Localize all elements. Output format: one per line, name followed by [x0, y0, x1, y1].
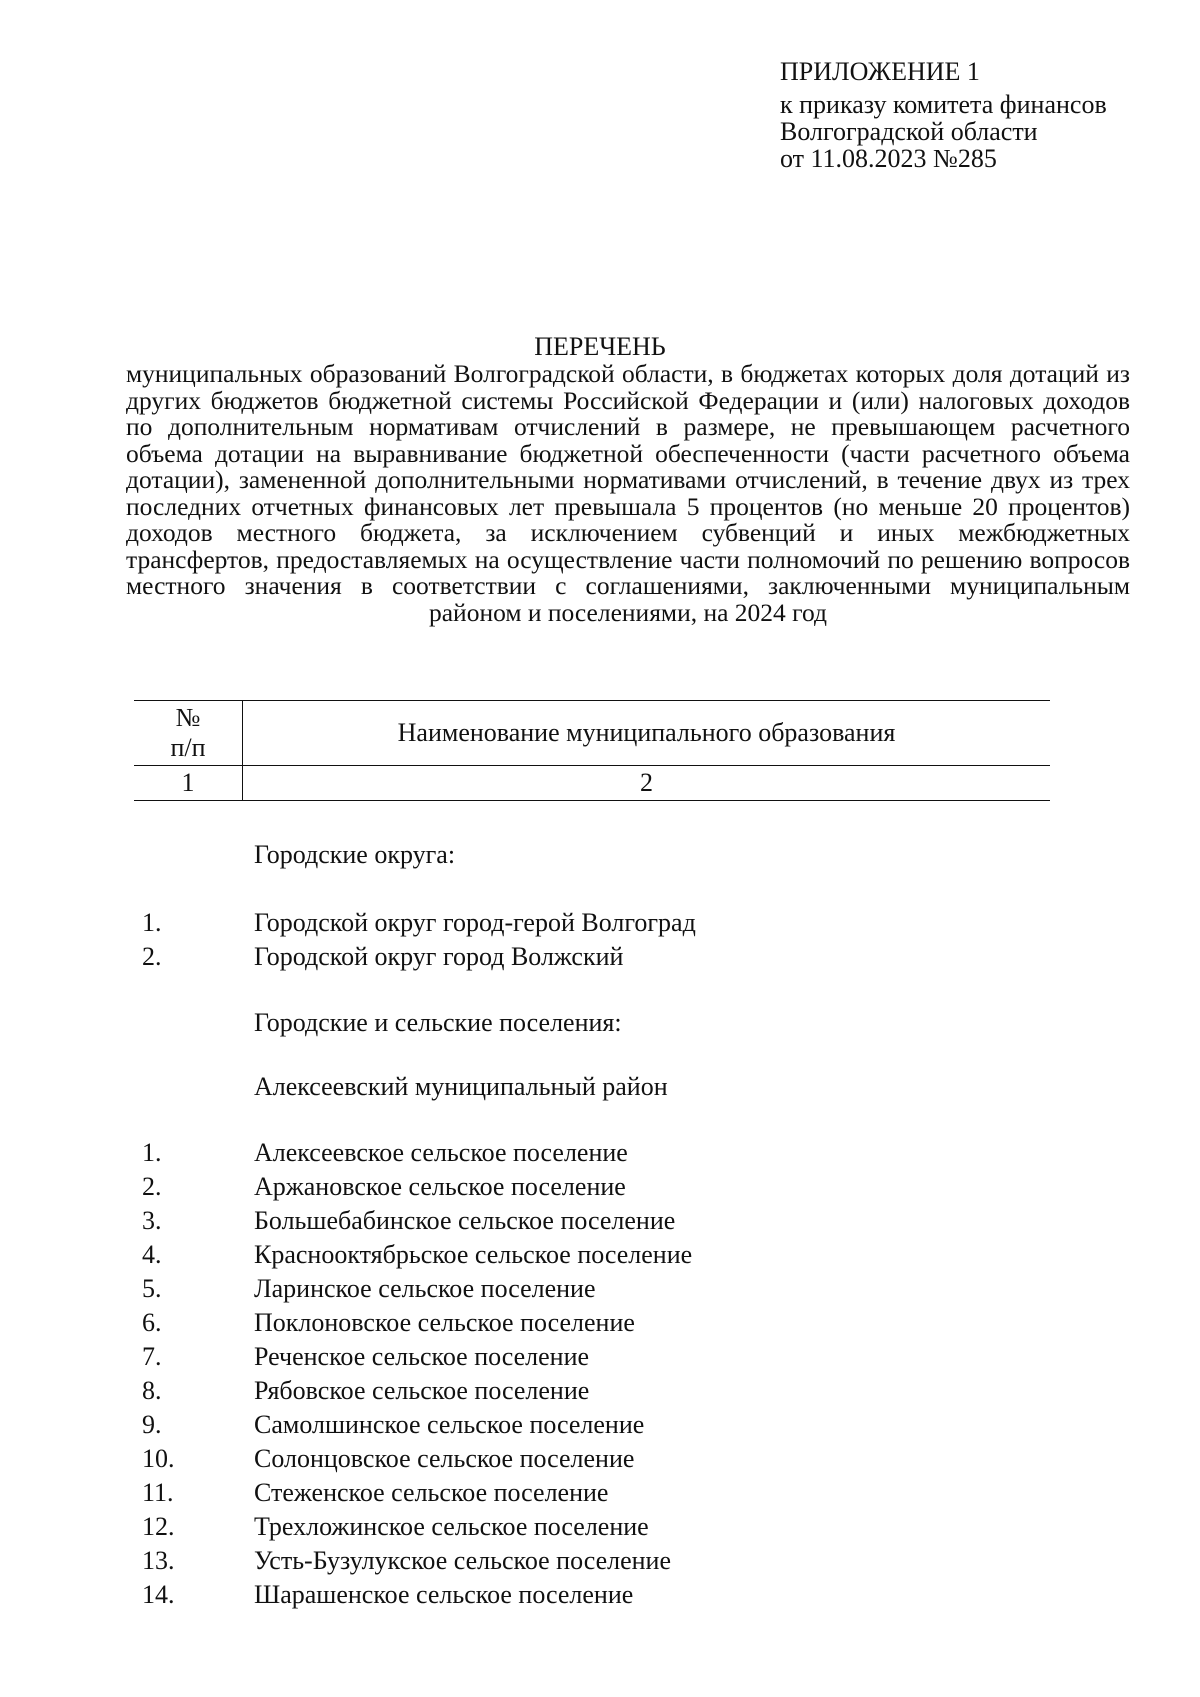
item-name: Рябовское сельское поселение — [254, 1376, 590, 1405]
item-name: Краснооктябрьское сельское поселение — [254, 1240, 693, 1269]
header-number-abbr: п/п — [170, 733, 206, 762]
appendix-line: к приказу комитета финансов — [780, 90, 1107, 119]
list-item — [0, 1272, 1200, 1306]
item-number: 8. — [142, 1376, 162, 1405]
column-number-1: 1 — [134, 766, 243, 801]
item-number: 5. — [142, 1274, 162, 1303]
header-table — [134, 700, 1050, 801]
section-urban-districts: Городские округа: — [254, 840, 456, 869]
list-item — [0, 1476, 1200, 1510]
header-cell-number — [134, 701, 243, 766]
list-item — [0, 1442, 1200, 1476]
document-title: ПЕРЕЧЕНЬ — [534, 332, 666, 361]
item-number: 2. — [142, 942, 162, 971]
header-number-sign: № — [175, 703, 201, 732]
list-item — [0, 1544, 1200, 1578]
item-name: Солонцовское сельское поселение — [254, 1444, 635, 1473]
item-number: 9. — [142, 1410, 162, 1439]
item-name: Реченское сельское поселение — [254, 1342, 590, 1371]
item-number: 10. — [142, 1444, 175, 1473]
appendix-title: ПРИЛОЖЕНИЕ 1 — [780, 57, 980, 86]
item-number: 1. — [142, 1138, 162, 1167]
header-row — [134, 701, 1050, 766]
list-item — [0, 1238, 1200, 1272]
list-item — [0, 940, 1200, 974]
item-name: Поклоновское сельское поселение — [254, 1308, 635, 1337]
item-name: Аржановское сельское поселение — [254, 1172, 626, 1201]
item-name: Усть-Бузулукское сельское поселение — [254, 1546, 672, 1575]
column-number-row — [134, 766, 1050, 801]
item-name: Алексеевское сельское поселение — [254, 1138, 628, 1167]
item-name: Шарашенское сельское поселение — [254, 1580, 634, 1609]
appendix-line: Волгоградской области — [780, 117, 1038, 146]
item-number: 14. — [142, 1580, 175, 1609]
item-number: 11. — [142, 1478, 174, 1507]
item-name: Стеженское сельское поселение — [254, 1478, 609, 1507]
header-cell-name: Наименование муниципального образования — [243, 701, 1051, 766]
list-item — [0, 1170, 1200, 1204]
list-item — [0, 1306, 1200, 1340]
column-number-2: 2 — [243, 766, 1051, 801]
item-number: 2. — [142, 1172, 162, 1201]
item-number: 13. — [142, 1546, 175, 1575]
section-settlements: Городские и сельские поселения: — [254, 1008, 622, 1037]
list-item — [0, 1408, 1200, 1442]
item-name: Городской округ город Волжский — [254, 942, 624, 971]
section-district-name: Алексеевский муниципальный район — [254, 1072, 668, 1101]
list-item — [0, 906, 1200, 940]
urban-districts-list — [0, 906, 1200, 974]
list-item — [0, 1204, 1200, 1238]
item-name: Самолшинское сельское поселение — [254, 1410, 645, 1439]
item-name: Городской округ город-герой Волгоград — [254, 908, 696, 937]
list-item — [0, 1136, 1200, 1170]
item-number: 3. — [142, 1206, 162, 1235]
item-number: 6. — [142, 1308, 162, 1337]
item-number: 12. — [142, 1512, 175, 1541]
appendix-block — [780, 58, 1160, 172]
item-name: Большебабинское сельское поселение — [254, 1206, 676, 1235]
item-name: Трехложинское сельское поселение — [254, 1512, 649, 1541]
settlements-list — [0, 1136, 1200, 1612]
appendix-date: от 11.08.2023 №285 — [780, 144, 997, 173]
list-item — [0, 1510, 1200, 1544]
list-item — [0, 1578, 1200, 1612]
item-name: Ларинское сельское поселение — [254, 1274, 596, 1303]
item-number: 7. — [142, 1342, 162, 1371]
list-item — [0, 1374, 1200, 1408]
item-number: 4. — [142, 1240, 162, 1269]
list-item — [0, 1340, 1200, 1374]
document-subtitle: муниципальных образований Волгоградской области, в бюджетах которых доля дотаций из других бюджетов бюджетной системы Российской Федерации и (или) налоговых доходов по дополнительным нормативам отчислений в размере, не превышающем расчетного объема дотации на выравнивание бюджетной обеспеченности (части расчетного объема дотации), замененной дополнительными нормативами отчислений, в течение двух из трех последних отчетных финансовых лет превышала 5 процентов (но меньше 20 процентов) доходов местного бюджета, за исключением субвенций и иных межбюджетных трансфертов, предоставляемых на осуществление части полномочий по решению вопросов местного значения в соответствии с соглашениями, заключенными муниципальным районом и поселениями, на 2024 год — [126, 359, 1130, 627]
item-number: 1. — [142, 908, 162, 937]
